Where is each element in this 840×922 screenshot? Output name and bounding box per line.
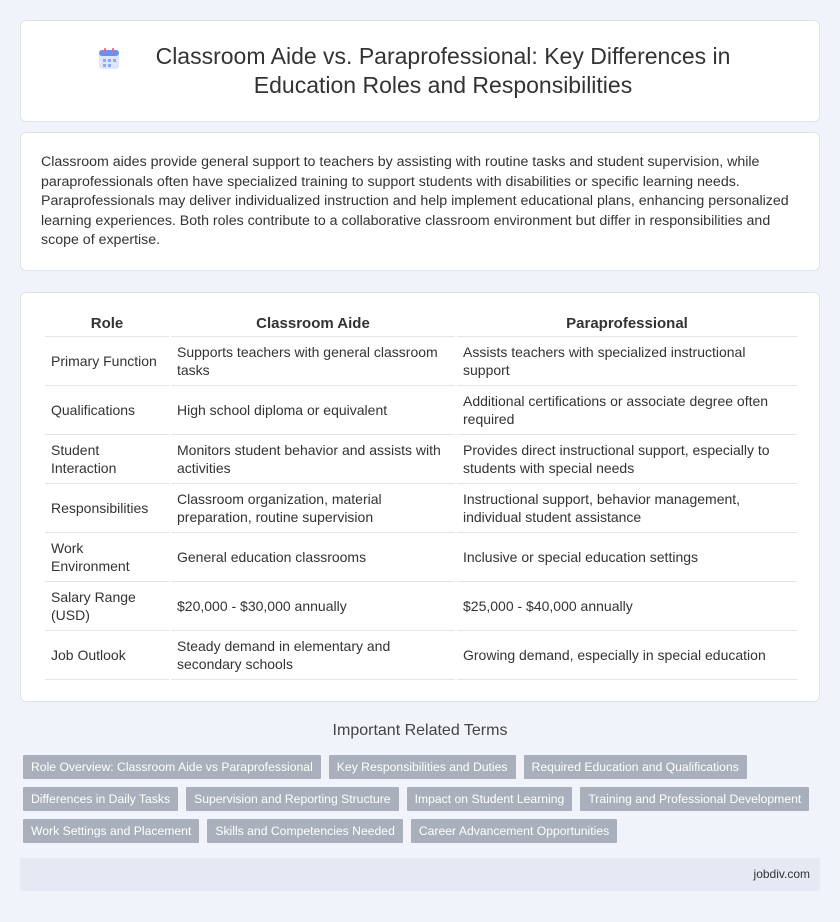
tag-row: [23, 755, 823, 779]
related-term-tag[interactable]: Skills and Competencies Needed: [207, 819, 403, 843]
tag-row: [23, 787, 823, 811]
table-row: [45, 386, 797, 435]
row-aide: Monitors student behavior and assists with activities: [171, 435, 455, 484]
related-terms: [23, 755, 823, 851]
header-paraprofessional: Paraprofessional: [457, 307, 797, 337]
row-aide: Classroom organization, material preparation, routine supervision: [171, 484, 455, 533]
row-role: Job Outlook: [45, 631, 169, 680]
footer: [20, 858, 820, 891]
related-term-tag[interactable]: Supervision and Reporting Structure: [186, 787, 398, 811]
table-header-row: [45, 307, 797, 337]
header-role: Role: [45, 307, 169, 337]
comparison-table: [43, 307, 799, 680]
page-title: Classroom Aide vs. Paraprofessional: Key Differences in Education Roles and Responsibilities: [155, 43, 731, 98]
row-role: Responsibilities: [45, 484, 169, 533]
row-role: Work Environment: [45, 533, 169, 582]
comparison-card: [20, 292, 820, 702]
related-terms-title: Important Related Terms: [332, 722, 508, 739]
table-row: [45, 533, 797, 582]
related-term-tag[interactable]: Differences in Daily Tasks: [23, 787, 178, 811]
intro-card: [20, 132, 820, 271]
table-row: [45, 435, 797, 484]
related-term-tag[interactable]: Key Responsibilities and Duties: [329, 755, 516, 779]
row-aide: Supports teachers with general classroom tasks: [171, 337, 455, 386]
calendar-icon: [97, 47, 121, 71]
row-para: Provides direct instructional support, especially to students with special needs: [457, 435, 797, 484]
row-para: Instructional support, behavior management, individual student assistance: [457, 484, 797, 533]
intro-paragraph: Classroom aides provide general support to teachers by assisting with routine tasks and student supervision, while paraprofessionals often have specialized training to support students with disabilities or specific learning needs. Paraprofessionals may deliver individualized instruction and help implement educational plans, enhancing personalized learning experiences. Both roles contribute to a collaborative classroom environment but differ in responsibilities and scope of expertise.: [41, 154, 789, 249]
table-row: [45, 484, 797, 533]
row-role: Qualifications: [45, 386, 169, 435]
related-term-tag[interactable]: Role Overview: Classroom Aide vs Paraprofessional: [23, 755, 321, 779]
row-aide: General education classrooms: [171, 533, 455, 582]
title-card: [20, 20, 820, 122]
table-row: [45, 631, 797, 680]
table-row: [45, 337, 797, 386]
row-role: Salary Range (USD): [45, 582, 169, 631]
related-term-tag[interactable]: Required Education and Qualifications: [524, 755, 747, 779]
footer-site-link[interactable]: jobdiv.com: [753, 867, 810, 881]
tag-row: [23, 819, 823, 843]
row-role: Primary Function: [45, 337, 169, 386]
row-aide: $20,000 - $30,000 annually: [171, 582, 455, 631]
row-para: Assists teachers with specialized instructional support: [457, 337, 797, 386]
row-para: Additional certifications or associate degree often required: [457, 386, 797, 435]
row-aide: Steady demand in elementary and secondary schools: [171, 631, 455, 680]
related-term-tag[interactable]: Work Settings and Placement: [23, 819, 199, 843]
related-term-tag[interactable]: Career Advancement Opportunities: [411, 819, 617, 843]
row-para: Growing demand, especially in special education: [457, 631, 797, 680]
row-para: Inclusive or special education settings: [457, 533, 797, 582]
row-role: Student Interaction: [45, 435, 169, 484]
table-row: [45, 582, 797, 631]
related-term-tag[interactable]: Training and Professional Development: [580, 787, 809, 811]
row-para: $25,000 - $40,000 annually: [457, 582, 797, 631]
related-term-tag[interactable]: Impact on Student Learning: [407, 787, 573, 811]
header-classroom-aide: Classroom Aide: [171, 307, 455, 337]
row-aide: High school diploma or equivalent: [171, 386, 455, 435]
